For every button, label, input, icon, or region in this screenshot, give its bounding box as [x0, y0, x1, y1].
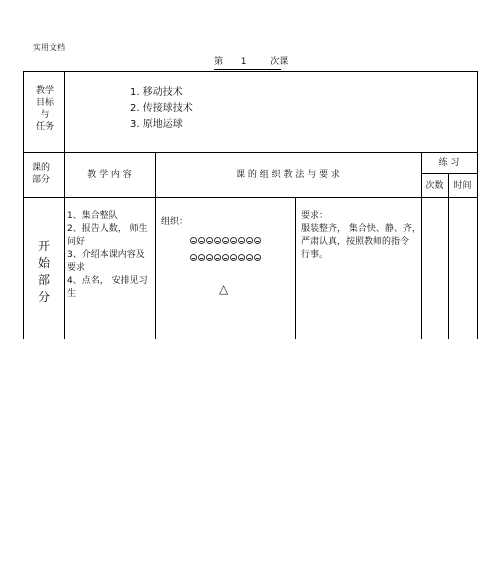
student-face-icon — [230, 237, 237, 244]
part-header — [32, 162, 50, 186]
objectives-label-line: 与 — [40, 110, 50, 120]
content-line: 要求 — [67, 263, 86, 273]
part-name-char: 始 — [37, 256, 50, 270]
objective-item: 1. 移动技术 — [130, 87, 183, 98]
student-face-icon — [230, 254, 237, 261]
header-bottom-border — [23, 197, 477, 198]
objectives-label-line: 教学 — [35, 86, 54, 96]
content-line: 4、点名， 安排见习 — [67, 276, 148, 286]
student-face-icon — [214, 254, 221, 261]
part-name-char: 分 — [37, 290, 50, 304]
table-right-border — [477, 71, 478, 339]
part-header-line: 课的 — [32, 163, 51, 173]
requirement-line: 行事。 — [301, 250, 329, 260]
practice-split-line — [421, 173, 477, 174]
section-part-name — [34, 238, 54, 306]
formation-row — [190, 237, 262, 245]
student-face-icon — [246, 237, 253, 244]
content-line: 1、集合整队 — [67, 211, 118, 221]
student-face-icon — [214, 237, 221, 244]
col-line-count — [448, 173, 449, 339]
content-line: 3、介绍本课内容及 — [67, 250, 145, 260]
objective-item: 2. 传接球技术 — [130, 103, 193, 114]
section-content — [67, 210, 148, 301]
practice-header: 练 习 — [438, 158, 460, 168]
lesson-number: 1 — [240, 57, 247, 67]
student-face-icon — [254, 237, 261, 244]
objectives-label — [33, 85, 57, 133]
student-face-icon — [246, 254, 253, 261]
student-face-icon — [254, 254, 261, 261]
student-face-icon — [238, 237, 245, 244]
teacher-triangle-icon: △ — [219, 282, 229, 296]
student-formation — [190, 237, 262, 262]
content-line: 问好 — [67, 237, 86, 247]
part-name-char: 开 — [37, 239, 50, 253]
requirement-line: 严肃认真，按照教师的指令 — [301, 237, 410, 247]
time-header: 时间 — [453, 181, 472, 191]
table-top-border — [23, 71, 477, 72]
col-line-part — [64, 71, 65, 339]
table-left-border — [23, 71, 24, 339]
objectives-label-line: 任务 — [35, 122, 54, 132]
lesson-suffix: 次课 — [270, 57, 289, 67]
student-face-icon — [238, 254, 245, 261]
content-line: 2、报告人数， 师生 — [67, 224, 148, 234]
title-underline — [214, 69, 281, 70]
organization-label: 组织： — [161, 217, 189, 227]
objectives-list — [130, 85, 193, 133]
student-face-icon — [190, 237, 197, 244]
student-face-icon — [190, 254, 197, 261]
objectives-label-line: 目标 — [35, 98, 54, 108]
student-face-icon — [198, 237, 205, 244]
requirement-line: 要求： — [301, 211, 329, 221]
lesson-prefix: 第 — [214, 57, 224, 67]
doc-label: 实用文档 — [33, 43, 65, 52]
student-face-icon — [206, 237, 213, 244]
method-header: 课 的 组 织 教 法 与 要 求 — [236, 170, 340, 180]
student-face-icon — [198, 254, 205, 261]
requirement-line: 服装整齐， 集合快、静、齐， — [301, 224, 421, 234]
objective-item: 3. 原地运球 — [130, 119, 183, 130]
content-header: 教 学 内 容 — [87, 170, 132, 180]
count-header: 次数 — [425, 181, 444, 191]
col-line-org — [295, 197, 296, 339]
part-name-char: 部 — [37, 273, 50, 287]
content-line: 生 — [67, 289, 77, 299]
objectives-bottom-border — [23, 152, 477, 153]
formation-rows — [190, 237, 262, 262]
formation-row — [190, 254, 262, 262]
part-header-line: 部分 — [32, 175, 51, 185]
student-face-icon — [222, 237, 229, 244]
student-face-icon — [206, 254, 213, 261]
student-face-icon — [222, 254, 229, 261]
lesson-title — [214, 56, 288, 68]
section-requirements — [301, 210, 421, 262]
